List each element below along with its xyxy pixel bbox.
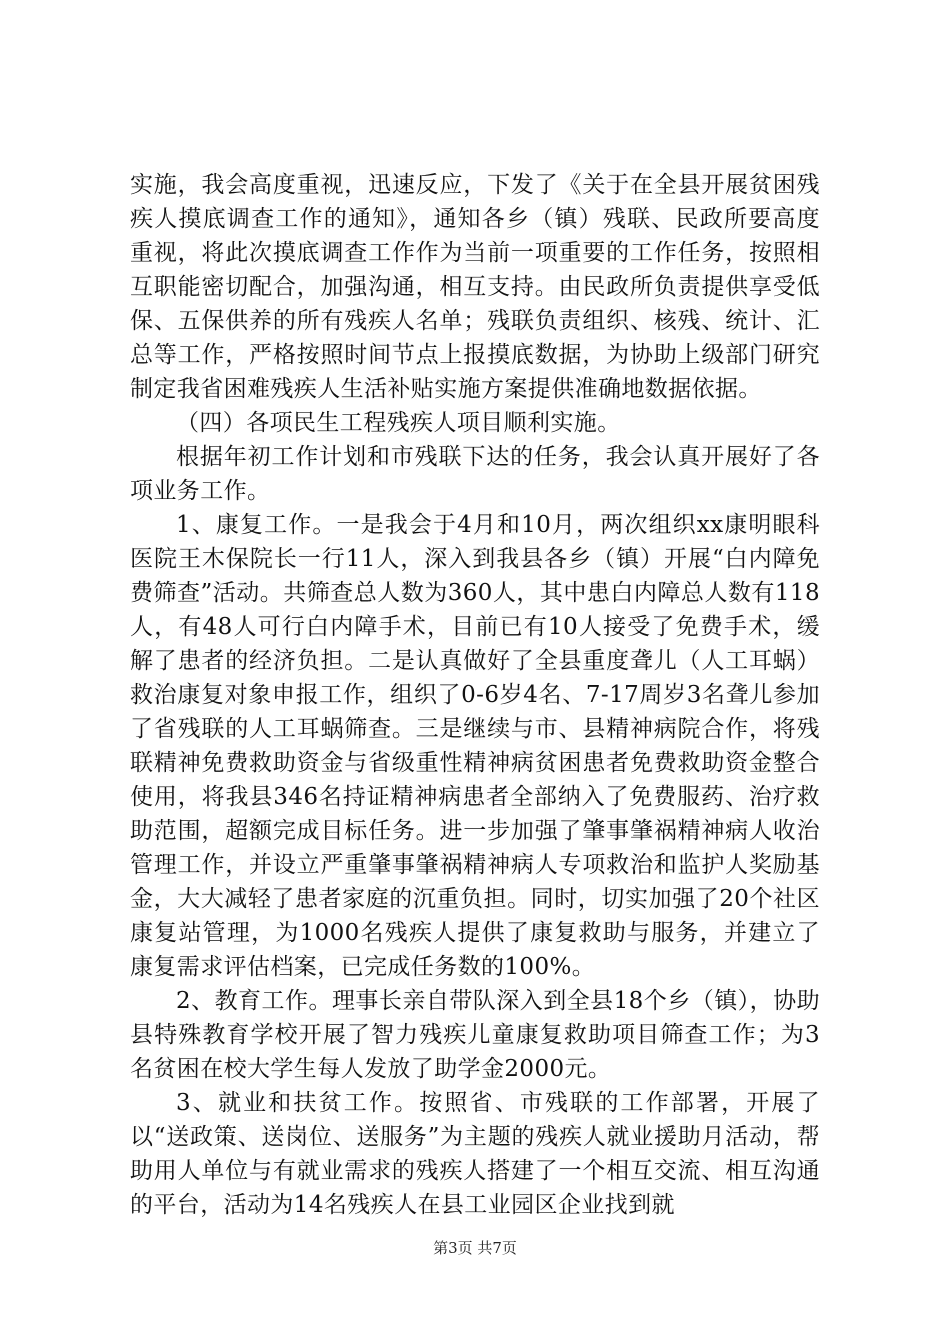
section-heading-4: （四）各项民生工程残疾人项目顺利实施。 <box>176 410 621 436</box>
document-body <box>130 168 820 1222</box>
paragraph-intro: 根据年初工作计划和市残联下达的任务，我会认真开展好了各项业务工作。 <box>130 444 820 504</box>
page-number-footer: 第3页 共7页 <box>433 1239 517 1257</box>
paragraph-1: 实施，我会高度重视，迅速反应，下发了《关于在全县开展贫困残疾人摸底调查工作的通知》，通知各乡（镇）残联、民政所要高度重视，将此次摸底调查工作作为当前一项重要的工作任务，按照相互职能密切配合，加强沟通，相互支持。由民政所负责提供享受低保、五保供养的所有残疾人名单；残联负责组织、核残、统计、汇总等工作，严格按照时间节点上报摸底数据，为协助上级部门研究制定我省困难残疾人生活补贴实施方案提供准确地数据依据。 <box>130 172 820 402</box>
paragraph-rehabilitation: 1、康复工作。一是我会于4月和10月，两次组织xx康明眼科医院王木保院长一行11人，深入到我县各乡（镇）开展“白内障免费筛查”活动。共筛查总人数为360人，其中患白内障总人数有118人，有48人可行白内障手术，目前已有10人接受了免费手术，缓解了患者的经济负担。二是认真做好了全县重度聋儿（人工耳蜗）救治康复对象申报工作，组织了0-6岁4名、7-17周岁3名聋儿参加了省残联的人工耳蜗筛查。三是继续与市、县精神病院合作，将残联精神免费救助资金与省级重性精神病贫困患者免费救助资金整合使用，将我县346名持证精神病患者全部纳入了免费服药、治疗救助范围，超额完成目标任务。进一步加强了肇事肇祸精神病人收治管理工作，并设立严重肇事肇祸精神病人专项救治和监护人奖励基金，大大减轻了患者家庭的沉重负担。同时，切实加强了20个社区康复站管理，为1000名残疾人提供了康复救助与服务，并建立了康复需求评估档案，已完成任务数的100%。 <box>130 512 820 980</box>
paragraph-education: 2、教育工作。理事长亲自带队深入到全县18个乡（镇），协助县特殊教育学校开展了智力残疾儿童康复救助项目筛查工作；为3名贫困在校大学生每人发放了助学金2000元。 <box>130 988 820 1082</box>
paragraph-employment: 3、就业和扶贫工作。按照省、市残联的工作部署，开展了以“送政策、送岗位、送服务”为主题的残疾人就业援助月活动，帮助用人单位与有就业需求的残疾人搭建了一个相互交流、相互沟通的平台，活动为14名残疾人在县工业园区企业找到就 <box>130 1090 820 1218</box>
